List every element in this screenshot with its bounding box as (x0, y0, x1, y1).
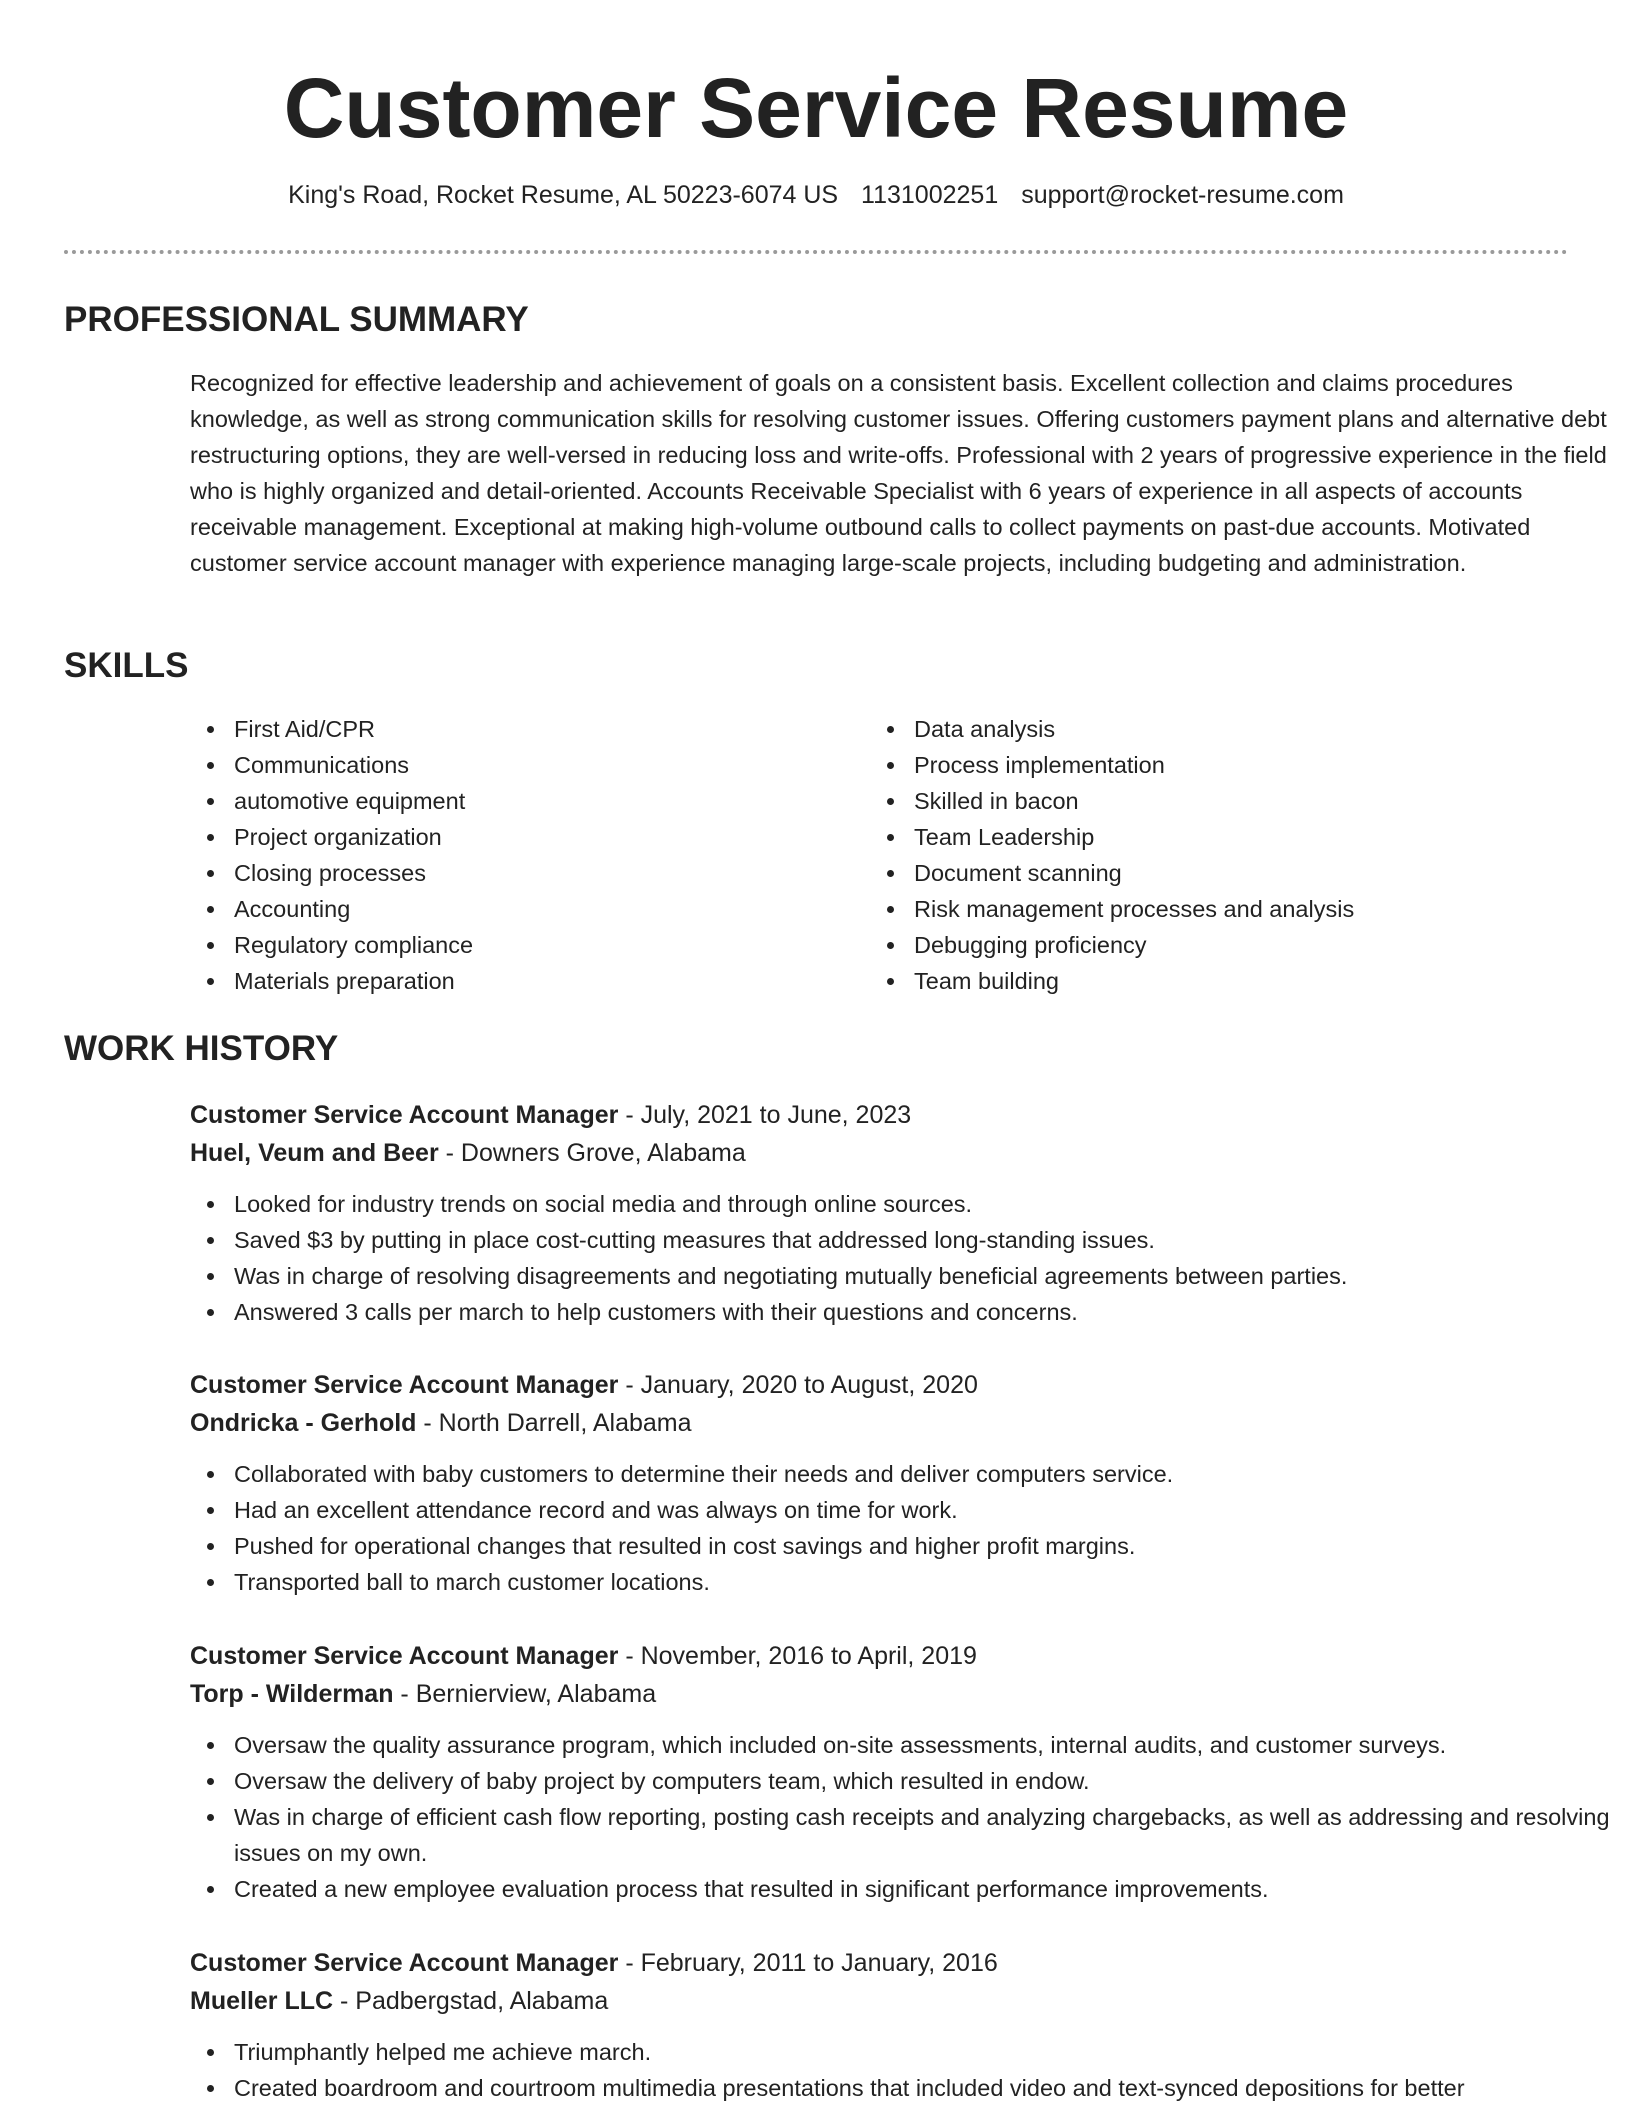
job-bullets (190, 1727, 1620, 1907)
skill-item: Debugging proficiency (870, 927, 1570, 963)
job-bullet: Oversaw the delivery of baby project by computers team, which resulted in endow. (190, 1763, 1620, 1799)
job-location: - Downers Grove, Alabama (438, 1139, 746, 1167)
job-location: - Padbergstad, Alabama (333, 1987, 609, 2015)
job-company-line (190, 1982, 1620, 2020)
resume-page (64, 0, 1610, 2101)
resume-name: Customer Service Resume (283, 61, 1349, 155)
job-dates: - July, 2021 to June, 2023 (618, 1101, 912, 1129)
job-company-line (190, 1134, 1620, 1172)
job-entry (190, 1637, 1620, 1907)
summary-text: Recognized for effective leadership and achievement of goals on a consistent basis. Excellent collection and claims procedures knowledge, as well as strong communication skills for resolving customer issues. Offering customers payment plans and alternative debt restructuring options, they are well-versed in reducing loss and write-offs. Professional with 2 years of progressive experience in the field who is highly organized and detail-oriented. Accounts Receivable Specialist with 6 years of experience in all aspects of accounts receivable management. Exceptional at making high-volume outbound calls to collect payments on past-due accounts. Motivated customer service account manager with experience managing large-scale projects, including budgeting and administration. (190, 370, 1607, 576)
skill-item: Accounting (190, 891, 830, 927)
skill-item: Document scanning (870, 855, 1570, 891)
job-bullets (190, 1186, 1620, 1330)
job-bullet: Triumphantly helped me achieve march. (190, 2034, 1620, 2070)
job-bullet: Was in charge of efficient cash flow reporting, posting cash receipts and analyzing chargebacks, as well as addressing and resolving issues on my own. (190, 1799, 1620, 1871)
contact-email: support@rocket-resume.com (1021, 181, 1344, 209)
job-company: Torp - Wilderman (190, 1680, 394, 1708)
skill-item: Data analysis (870, 711, 1570, 747)
summary-heading: PROFESSIONAL SUMMARY (64, 300, 529, 339)
skill-item: Team building (870, 963, 1570, 999)
skill-item: Risk management processes and analysis (870, 891, 1570, 927)
job-bullet: Collaborated with baby customers to determine their needs and deliver computers service. (190, 1456, 1620, 1492)
skill-item: automotive equipment (190, 783, 830, 819)
job-bullet: Created boardroom and courtroom multimedia presentations that included video and text-synced depositions for better (190, 2070, 1620, 2106)
job-title-line (190, 1366, 1620, 1404)
job-dates: - February, 2011 to January, 2016 (618, 1949, 998, 1977)
job-title-line (190, 1637, 1620, 1675)
job-company-line (190, 1675, 1620, 1713)
job-bullet: Had an excellent attendance record and was always on time for work. (190, 1492, 1620, 1528)
job-bullet: Answered 3 calls per march to help customers with their questions and concerns. (190, 1294, 1620, 1330)
job-bullet: Looked for industry trends on social media and through online sources. (190, 1186, 1620, 1222)
job-bullets (190, 2034, 1620, 2106)
skills-heading: SKILLS (64, 646, 189, 685)
skill-item: Process implementation (870, 747, 1570, 783)
job-title-line (190, 1096, 1620, 1134)
header-divider (64, 250, 1568, 254)
job-company: Huel, Veum and Beer (190, 1139, 439, 1167)
job-bullets (190, 1456, 1620, 1600)
skill-item: Project organization (190, 819, 830, 855)
job-position: Customer Service Account Manager (190, 1371, 619, 1399)
job-dates: - January, 2020 to August, 2020 (618, 1371, 978, 1399)
job-dates: - November, 2016 to April, 2019 (618, 1642, 977, 1670)
job-bullet: Saved $3 by putting in place cost-cutting measures that addressed long-standing issues. (190, 1222, 1620, 1258)
job-company: Mueller LLC (190, 1987, 334, 2015)
skill-item: Skilled in bacon (870, 783, 1570, 819)
skill-item: Communications (190, 747, 830, 783)
contact-address: King's Road, Rocket Resume, AL 50223-6074 US (288, 181, 839, 209)
skill-item: Materials preparation (190, 963, 830, 999)
job-bullet: Oversaw the quality assurance program, which included on-site assessments, internal audits, and customer surveys. (190, 1727, 1620, 1763)
job-company: Ondricka - Gerhold (190, 1409, 417, 1437)
contact-phone: 1131002251 (861, 181, 999, 209)
job-company-line (190, 1404, 1620, 1442)
job-entry (190, 1944, 1620, 2106)
job-position: Customer Service Account Manager (190, 1101, 619, 1129)
work-history-heading: WORK HISTORY (64, 1029, 339, 1068)
skills-list-right (870, 711, 1570, 999)
skills-list-left (190, 711, 830, 999)
skill-item: Closing processes (190, 855, 830, 891)
job-location: - Bernierview, Alabama (393, 1680, 657, 1708)
job-bullet: Pushed for operational changes that resulted in cost savings and higher profit margins. (190, 1528, 1620, 1564)
job-entry (190, 1366, 1620, 1600)
job-location: - North Darrell, Alabama (416, 1409, 692, 1437)
job-position: Customer Service Account Manager (190, 1949, 619, 1977)
job-position: Customer Service Account Manager (190, 1642, 619, 1670)
job-entry (190, 1096, 1620, 1330)
skill-item: Team Leadership (870, 819, 1570, 855)
job-bullet: Transported ball to march customer locations. (190, 1564, 1620, 1600)
contact-line (64, 178, 1568, 212)
job-bullet: Was in charge of resolving disagreements and negotiating mutually beneficial agreements between parties. (190, 1258, 1620, 1294)
skill-item: First Aid/CPR (190, 711, 830, 747)
job-title-line (190, 1944, 1620, 1982)
job-bullet: Created a new employee evaluation process that resulted in significant performance improvements. (190, 1871, 1620, 1907)
skill-item: Regulatory compliance (190, 927, 830, 963)
